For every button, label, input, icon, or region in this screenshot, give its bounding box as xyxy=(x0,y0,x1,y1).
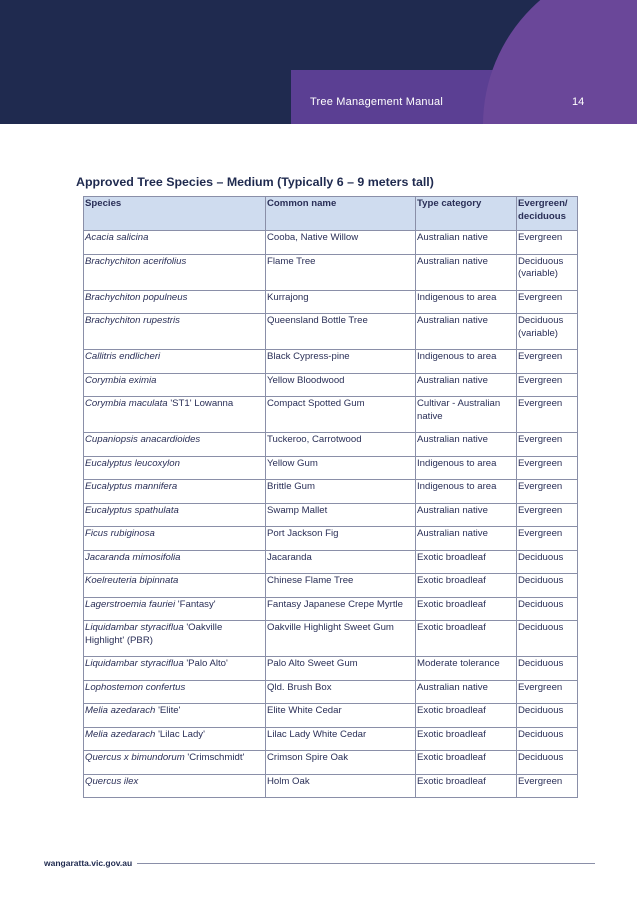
table-row xyxy=(84,527,578,551)
common-name-cell: Queensland Bottle Tree xyxy=(266,314,416,350)
type-category-cell: Indigenous to area xyxy=(416,350,517,374)
header-purple-arc xyxy=(483,0,637,124)
type-category-cell: Exotic broadleaf xyxy=(416,597,517,621)
species-cell xyxy=(84,550,266,574)
species-cell xyxy=(84,373,266,397)
leaf-habit-cell: Evergreen xyxy=(517,456,578,480)
species-name: Acacia salicina xyxy=(85,232,149,243)
table-row xyxy=(84,680,578,704)
species-name: Jacaranda mimosifolia xyxy=(85,551,181,563)
species-name: Corymbia eximia xyxy=(85,374,157,386)
species-cell xyxy=(84,704,266,728)
common-name-cell: Cooba, Native Willow xyxy=(266,231,416,255)
common-name-cell: Compact Spotted Gum xyxy=(266,397,416,433)
cultivar-name: 'Palo Alto' xyxy=(183,658,228,669)
column-header-type-category: Type category xyxy=(416,197,517,231)
species-cell xyxy=(84,680,266,704)
type-category-cell: Exotic broadleaf xyxy=(416,704,517,728)
type-category-cell: Exotic broadleaf xyxy=(416,550,517,574)
type-category-cell: Moderate tolerance xyxy=(416,657,517,681)
table-row xyxy=(84,550,578,574)
leaf-habit-cell: Evergreen xyxy=(517,290,578,314)
leaf-habit-cell: Evergreen xyxy=(517,350,578,374)
common-name-cell: Holm Oak xyxy=(266,774,416,798)
species-name: Callitris endlicheri xyxy=(85,351,161,362)
leaf-habit-cell: Evergreen xyxy=(517,480,578,504)
species-name: Brachychiton acerifolius xyxy=(85,255,187,267)
species-cell xyxy=(84,350,266,374)
type-category-cell: Australian native xyxy=(416,503,517,527)
type-category-cell: Indigenous to area xyxy=(416,290,517,314)
cultivar-name: 'Fantasy' xyxy=(175,598,216,610)
species-name: Lagerstroemia fauriei xyxy=(85,598,176,610)
cultivar-name: 'Elite' xyxy=(155,705,181,716)
table-row xyxy=(84,657,578,681)
leaf-habit-cell: Evergreen xyxy=(517,231,578,255)
leaf-habit-cell: Deciduous xyxy=(517,727,578,751)
leaf-habit-cell: Deciduous xyxy=(517,657,578,681)
common-name-cell: Crimson Spire Oak xyxy=(266,751,416,775)
page-header xyxy=(0,0,637,124)
page-number: 14 xyxy=(572,96,585,108)
column-header-common-name: Common name xyxy=(266,197,416,231)
type-category-cell: Exotic broadleaf xyxy=(416,774,517,798)
table-row xyxy=(84,727,578,751)
species-cell xyxy=(84,621,266,657)
common-name-cell: Elite White Cedar xyxy=(266,704,416,728)
cultivar-name: 'Lilac Lady' xyxy=(155,728,205,740)
common-name-cell: Yellow Bloodwood xyxy=(266,373,416,397)
species-name: Liquidambar styraciflua xyxy=(85,658,184,669)
table-row xyxy=(84,456,578,480)
table-row xyxy=(84,621,578,657)
type-category-cell: Exotic broadleaf xyxy=(416,574,517,598)
leaf-habit-cell: Evergreen xyxy=(517,527,578,551)
leaf-habit-cell: Deciduous (variable) xyxy=(517,314,578,350)
species-name: Eucalyptus spathulata xyxy=(85,504,179,516)
species-name: Melia azedarach xyxy=(85,705,156,716)
species-cell xyxy=(84,433,266,457)
species-name: Quercus ilex xyxy=(85,775,139,787)
common-name-cell: Yellow Gum xyxy=(266,456,416,480)
species-name: Liquidambar styraciflua xyxy=(85,622,184,633)
type-category-cell: Indigenous to area xyxy=(416,480,517,504)
table-row xyxy=(84,373,578,397)
table-row xyxy=(84,350,578,374)
species-cell xyxy=(84,597,266,621)
leaf-habit-cell: Deciduous (variable) xyxy=(517,254,578,290)
common-name-cell: Qld. Brush Box xyxy=(266,680,416,704)
leaf-habit-cell: Deciduous xyxy=(517,574,578,598)
species-cell xyxy=(84,254,266,290)
table-row xyxy=(84,704,578,728)
species-cell xyxy=(84,456,266,480)
type-category-cell: Australian native xyxy=(416,314,517,350)
species-table-body xyxy=(84,231,578,798)
common-name-cell: Fantasy Japanese Crepe Myrtle xyxy=(266,597,416,621)
leaf-habit-cell: Evergreen xyxy=(517,397,578,433)
common-name-cell: Swamp Mallet xyxy=(266,503,416,527)
type-category-cell: Australian native xyxy=(416,231,517,255)
common-name-cell: Brittle Gum xyxy=(266,480,416,504)
species-cell xyxy=(84,574,266,598)
leaf-habit-cell: Evergreen xyxy=(517,680,578,704)
species-table xyxy=(83,196,578,798)
common-name-cell: Palo Alto Sweet Gum xyxy=(266,657,416,681)
common-name-cell: Port Jackson Fig xyxy=(266,527,416,551)
species-cell xyxy=(84,527,266,551)
species-cell xyxy=(84,774,266,798)
leaf-habit-cell: Evergreen xyxy=(517,433,578,457)
type-category-cell: Exotic broadleaf xyxy=(416,727,517,751)
common-name-cell: Oakville Highlight Sweet Gum xyxy=(266,621,416,657)
species-name: Koelreuteria bipinnata xyxy=(85,575,179,586)
common-name-cell: Lilac Lady White Cedar xyxy=(266,727,416,751)
header-title: Tree Management Manual xyxy=(310,96,444,108)
table-row xyxy=(84,503,578,527)
leaf-habit-cell: Deciduous xyxy=(517,597,578,621)
species-name: Brachychiton rupestris xyxy=(85,315,180,326)
table-row xyxy=(84,597,578,621)
table-row xyxy=(84,433,578,457)
type-category-cell: Australian native xyxy=(416,527,517,551)
common-name-cell: Tuckeroo, Carrotwood xyxy=(266,433,416,457)
species-name: Brachychiton populneus xyxy=(85,291,188,303)
cultivar-name: 'Crimschmidt' xyxy=(184,752,245,763)
species-name: Eucalyptus mannifera xyxy=(85,481,178,492)
leaf-habit-cell: Evergreen xyxy=(517,503,578,527)
leaf-habit-cell: Evergreen xyxy=(517,373,578,397)
table-row xyxy=(84,480,578,504)
table-row xyxy=(84,574,578,598)
table-row xyxy=(84,290,578,314)
species-cell xyxy=(84,397,266,433)
table-row xyxy=(84,231,578,255)
footer-divider xyxy=(137,863,595,864)
species-name: Quercus x bimundorum xyxy=(85,752,185,763)
leaf-habit-cell: Deciduous xyxy=(517,751,578,775)
species-cell xyxy=(84,727,266,751)
species-name: Cupaniopsis anacardioides xyxy=(85,434,201,445)
table-header-row xyxy=(84,197,578,231)
common-name-cell: Flame Tree xyxy=(266,254,416,290)
table-row xyxy=(84,254,578,290)
species-cell xyxy=(84,314,266,350)
type-category-cell: Australian native xyxy=(416,433,517,457)
type-category-cell: Australian native xyxy=(416,373,517,397)
species-cell xyxy=(84,290,266,314)
type-category-cell: Exotic broadleaf xyxy=(416,621,517,657)
type-category-cell: Cultivar - Australian native xyxy=(416,397,517,433)
type-category-cell: Australian native xyxy=(416,680,517,704)
footer-url: wangaratta.vic.gov.au xyxy=(44,858,133,868)
common-name-cell: Kurrajong xyxy=(266,290,416,314)
common-name-cell: Chinese Flame Tree xyxy=(266,574,416,598)
species-cell xyxy=(84,503,266,527)
table-row xyxy=(84,314,578,350)
cultivar-name: 'Oakville Highlight' (PBR) xyxy=(85,622,223,646)
table-row xyxy=(84,397,578,433)
species-name: Eucalyptus leucoxylon xyxy=(85,457,180,469)
species-name: Lophostemon confertus xyxy=(85,681,186,693)
species-cell xyxy=(84,480,266,504)
species-cell xyxy=(84,751,266,775)
leaf-habit-cell: Deciduous xyxy=(517,704,578,728)
species-name: Melia azedarach xyxy=(85,728,156,740)
species-name: Ficus rubiginosa xyxy=(85,528,155,539)
leaf-habit-cell: Evergreen xyxy=(517,774,578,798)
column-header-leaf-habit: Evergreen/ deciduous xyxy=(517,197,578,231)
leaf-habit-cell: Deciduous xyxy=(517,550,578,574)
species-cell xyxy=(84,657,266,681)
table-row xyxy=(84,751,578,775)
species-name: Corymbia maculata xyxy=(85,398,168,409)
leaf-habit-cell: Deciduous xyxy=(517,621,578,657)
type-category-cell: Australian native xyxy=(416,254,517,290)
cultivar-name: 'ST1' Lowanna xyxy=(167,398,234,409)
common-name-cell: Jacaranda xyxy=(266,550,416,574)
species-cell xyxy=(84,231,266,255)
type-category-cell: Exotic broadleaf xyxy=(416,751,517,775)
column-header-species: Species xyxy=(84,197,266,231)
table-row xyxy=(84,774,578,798)
section-title: Approved Tree Species – Medium (Typically 6 – 9 meters tall) xyxy=(76,175,434,189)
type-category-cell: Indigenous to area xyxy=(416,456,517,480)
common-name-cell: Black Cypress-pine xyxy=(266,350,416,374)
